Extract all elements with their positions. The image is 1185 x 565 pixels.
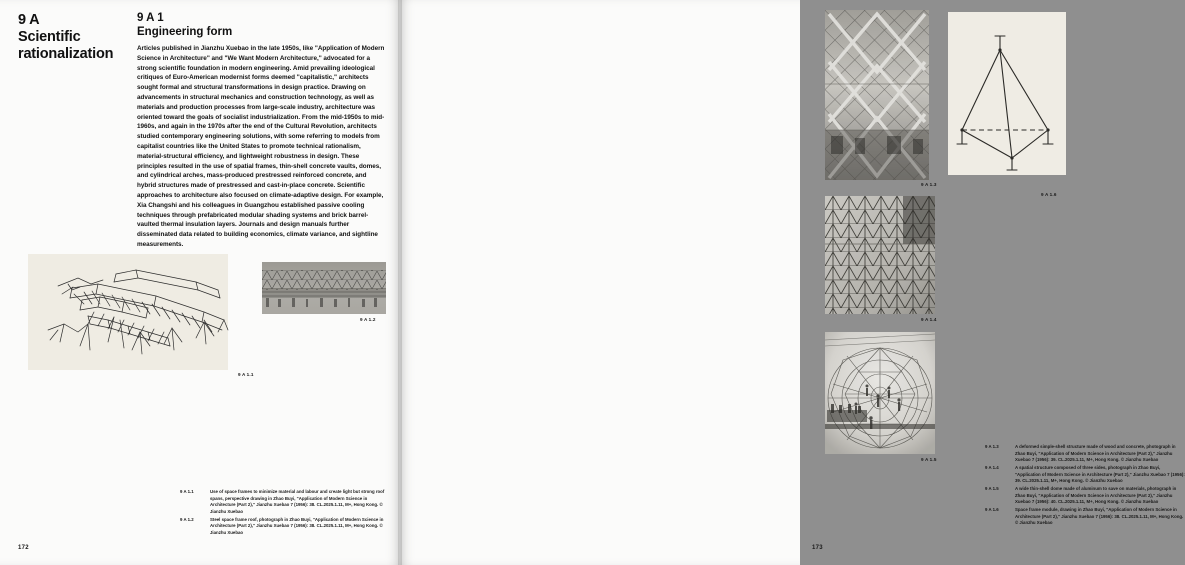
section-number: 9 A 1 xyxy=(137,12,164,24)
figure-label-9a16: 9 A 1.6 xyxy=(1041,192,1057,197)
caption-text: A deformed simple-shell structure made of wood and concrete, photograph in Zhao Buyi, "Application of Modern Science in Architecture (Part 2)," Jianzhu Xuebao 7 (1956): 39. CL.2025.1.11, M+, Hong Kong. © Jianzhu Xuebao xyxy=(1015,444,1176,463)
caption-text: A spatial structure composed of three sides, photograph in Zhao Buyi, "Application of Modern Science in Architecture (Part 2)," Jianzhu Xuebao 7 (1956): 39. CL.2025.1.11, M+, Hong Kong. © Jianzhu Xuebao xyxy=(1015,465,1185,484)
chapter-number: 9 A xyxy=(18,12,40,28)
figure-image-9a14 xyxy=(825,196,935,314)
caption-id: 9 A 1.5 xyxy=(985,486,999,492)
caption-id: 9 A 1.2 xyxy=(180,516,194,522)
figure-image-9a12 xyxy=(262,262,386,314)
caption-id: 9 A 1.1 xyxy=(180,489,194,494)
captions-right xyxy=(985,444,1185,528)
figure-image-9a16 xyxy=(948,12,1066,175)
chapter-title: Scientific rationalization xyxy=(18,29,114,63)
caption-9a12 xyxy=(180,517,392,537)
body-text: Articles published in Jianzhu Xuebao in the late 1950s, like "Application of Modern Science in Architecture" and "We Want Modern Architecture," advocated for a strong scientific foundation in modern engineering. Amid prevailing ideological critiques of Euro-American modernist forms deemed "capitalistic," architects sought formal and structural transformations in design practice. Drawing on advancements in structural mechanics and construction technology, as well as materials and production processes from large-scale industry, architecture was oriented toward the goals of socialist industrialization. From the mid-1950s to mid-1960s, and again in the 1970s after the end of the Cultural Revolution, architects studied contemporary engineering solutions, with some referring to models from capitalist countries like the United States to promote technical rationalism, material-structural efficiency, and lightweight robustness in design. These principles resulted in the use of spatial frames, thin-shell concrete vaults, domes, and cylindrical arches, mass-produced prestressed reinforced concrete, and hybrid structures made of prestressed and cast-in-place concrete. Scientific approaches to architecture also focused on climate-adaptive design. For example, Xia Changshi and his colleagues in Guangzhou established passive cooling techniques through prefabricated modular shading systems and brick barrel-vaulted thermal insulation layers. Journals and design manuals further disseminated data related to building economics, climate variance, and sightline measurements. xyxy=(137,45,385,248)
caption-text: Space frame module, drawing in Zhao Buyi, "Application of Modern Science in Architecture (Part 2)," Jianzhu Xuebao 7 (1956): 38. CL.2025.1.11, M+, Hong Kong. © Jianzhu Xuebao xyxy=(1015,507,1184,526)
page-left xyxy=(0,0,400,565)
caption-id: 9 A 1.3 xyxy=(985,444,999,449)
book-gutter xyxy=(398,0,402,565)
caption-9a13 xyxy=(985,444,1185,464)
caption-9a16 xyxy=(985,507,1185,527)
figure-image-9a15 xyxy=(825,332,935,454)
figure-image-9a13 xyxy=(825,10,929,180)
captions-left xyxy=(180,489,392,538)
caption-9a15 xyxy=(985,486,1185,506)
caption-9a11 xyxy=(180,489,392,515)
caption-id: 9 A 1.6 xyxy=(985,507,999,513)
page-number-left: 172 xyxy=(18,545,29,551)
figure-label-9a15: 9 A 1.5 xyxy=(921,457,937,462)
caption-text: Steel space frame roof, photograph in Zhao Buyi, "Application of Modern Science in Architecture (Part 2)," Jianzhu Xuebao 7 (1956): 38. CL.2025.1.11, M+, Hong Kong. © Jianzhu Xuebao xyxy=(210,516,384,535)
figure-label-9a13: 9 A 1.3 xyxy=(921,182,937,187)
page-number-right: 173 xyxy=(812,545,823,551)
figure-label-9a14: 9 A 1.4 xyxy=(921,317,937,322)
page-right xyxy=(400,0,1185,565)
caption-id: 9 A 1.4 xyxy=(985,465,999,471)
caption-9a14 xyxy=(985,465,1185,485)
section-heading xyxy=(137,12,387,40)
figure-label-9a12: 9 A 1.2 xyxy=(360,317,376,322)
caption-text: Use of space frames to minimize material and labour and create light but strong roof spans, perspective drawing in Zhao Buyi, "Application of Modern Science in Architecture (Part 2)," Jianzhu Xuebao 7 (1956): 38. CL.2025.1.11, M+, Hong Kong. © Jianzhu Xuebao xyxy=(210,489,385,514)
section-title: Engineering form xyxy=(137,25,233,38)
figure-image-9a11 xyxy=(28,254,228,370)
caption-text: A wide thin-shell dome made of aluminum to save on materials, photograph in Zhao Buyi, "Application of Modern Science in Architecture (Part 2)," Jianzhu Xuebao 7 (1956): 40. CL.2025.1.11, M+, Hong Kong. © Jianzhu Xuebao xyxy=(1015,486,1177,505)
figure-label-9a11: 9 A 1.1 xyxy=(238,372,254,377)
chapter-heading xyxy=(18,12,128,63)
